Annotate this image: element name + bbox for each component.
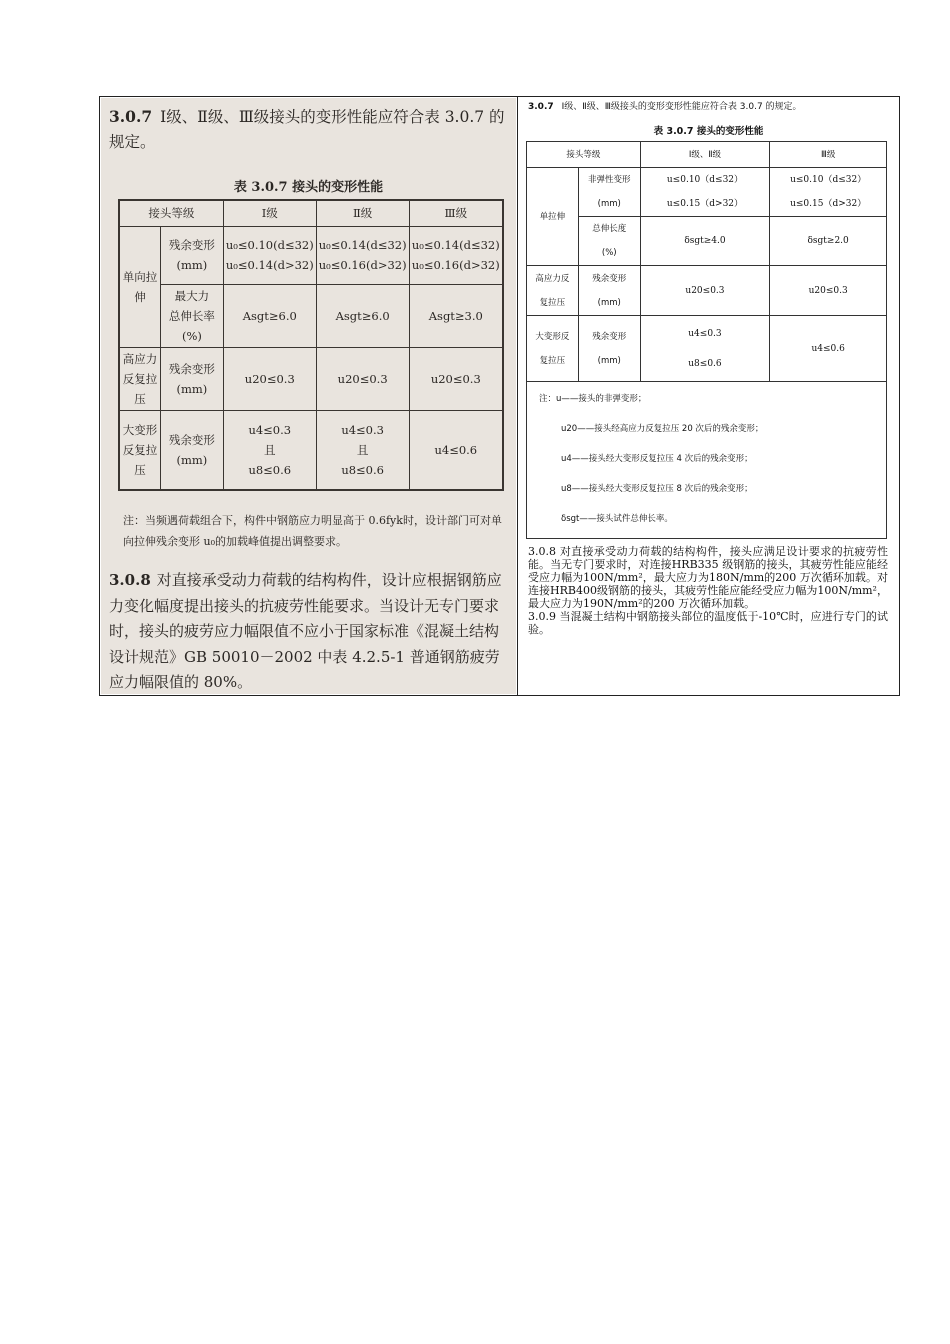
scan-row-uniaxial: 单向拉伸 [119, 226, 160, 347]
row-uniaxial: 单拉伸 [527, 168, 579, 266]
scan-table-note: 注：当频遇荷载组合下，构件中钢筋应力明显高于 0.6fyk时，设计部门可对单向拉伸残余变形 u₀的加载峰值提出调整要求。 [123, 514, 502, 548]
clause-307-number: 3.0.7 [528, 102, 554, 112]
row-large-deformation: 大变形反 复拉压 [527, 316, 579, 382]
table-caption: 表 3.0.7 接头的变形性能 [653, 126, 764, 137]
scan-residual-label: 残余变形 (mm) [160, 226, 223, 284]
high-stress-label: 残余变形 (mm) [578, 266, 640, 316]
scan-cell-g2-high-stress: u20≤0.3 [316, 347, 409, 410]
clause-307 [528, 99, 802, 112]
clause-307-text: Ⅰ级、Ⅱ级、Ⅲ级接头的变形变形性能应符合表 3.0.7 的规定。 [561, 102, 802, 112]
elongation-label: 总伸长度 (%) [578, 217, 640, 266]
scan-cell-g1-high-stress: u20≤0.3 [223, 347, 316, 410]
cell-g3-elongation: δsgt≥2.0 [770, 217, 887, 266]
note-line-4: u8——接头经大变形反复拉压 8 次后的残余变形； [561, 484, 753, 494]
clauses-308-309 [528, 545, 888, 636]
scan-cell-g1-residual: u₀≤0.10(d≤32) u₀≤0.14(d>32) [223, 226, 316, 284]
scan-row-high-stress: 高应力 反复拉压 [119, 347, 160, 410]
clause-309: 3.0.9 当混凝土结构中钢筋接头部位的温度低于-10℃时，应进行专门的试验。 [528, 610, 888, 636]
cell-g3-large-deformation: u4≤0.6 [770, 316, 887, 382]
scan-clause-307 [109, 104, 509, 155]
note-line-2: u20——接头经高应力反复拉压 20 次后的残余变形； [561, 424, 764, 434]
scan-cell-g3-large-deformation: u4≤0.6 [409, 410, 503, 490]
scan-large-deformation-label: 残余变形 (mm) [160, 410, 223, 490]
scan-clause-307-text: Ⅰ级、Ⅱ级、Ⅲ级接头的变形性能应符合表 3.0.7 的规定。 [109, 108, 505, 151]
scan-header-grade: 接头等级 [119, 200, 223, 226]
scan-deformation-table [118, 199, 504, 491]
scan-cell-g1-large-deformation: u4≤0.3 且 u8≤0.6 [223, 410, 316, 490]
scan-table-caption: 表 3.0.7 接头的变形性能 [233, 180, 384, 195]
deformation-table [526, 141, 887, 539]
scan-clause-307-number: 3.0.7 [109, 107, 153, 126]
note-line-1: 注：u——接头的非弹变形； [539, 394, 647, 404]
note-line-5: δsgt——接头试件总伸长率。 [561, 514, 673, 524]
large-deformation-label: 残余变形 (mm) [578, 316, 640, 382]
header-grade-1-2: Ⅰ级、Ⅱ级 [640, 142, 770, 168]
note-line-3: u4——接头经大变形反复拉压 4 次后的残余变形； [561, 454, 753, 464]
scan-cell-g3-residual: u₀≤0.14(d≤32) u₀≤0.16(d>32) [409, 226, 503, 284]
cell-g12-high-stress: u20≤0.3 [640, 266, 770, 316]
scan-cell-g2-elongation: Asgt≥6.0 [316, 284, 409, 347]
scan-cell-g2-large-deformation: u4≤0.3 且 u8≤0.6 [316, 410, 409, 490]
table-note [527, 382, 887, 539]
cell-g12-elongation: δsgt≥4.0 [640, 217, 770, 266]
row-high-stress: 高应力反 复拉压 [527, 266, 579, 316]
scan-header-grade-1: Ⅰ级 [223, 200, 316, 226]
scan-header-grade-2: Ⅱ级 [316, 200, 409, 226]
transcribed-page [518, 97, 899, 695]
scan-cell-g3-elongation: Asgt≥3.0 [409, 284, 503, 347]
cell-g12-large-deformation: u4≤0.3 u8≤0.6 [640, 316, 770, 382]
scan-high-stress-label: 残余变形 (mm) [160, 347, 223, 410]
scan-clause-308-text: 对直接承受动力荷载的结构构件，设计应根据钢筋应力变化幅度提出接头的抗疲劳性能要求。当设计无专门要求时，接头的疲劳应力幅限值不应小于国家标准《混凝土结构设计规范》GB 50010－2002 中表 4.2.5-1 普通钢筋疲劳应力幅限值的 80%。 [109, 571, 502, 691]
scan-header-grade-3: Ⅲ级 [409, 200, 503, 226]
cell-g12-inelastic: u≤0.10（d≤32） u≤0.15（d>32） [640, 168, 770, 217]
clause-308: 3.0.8 对直接承受动力荷载的结构构件，接头应满足设计要求的抗疲劳性能。当无专门要求时，对连接HRB335 级钢筋的接头，其疲劳性能应能经受应力幅为100N/mm²，最大应力为180N/mm的200 万次循环加载。对连接HRB400级钢筋的接头，其疲劳性能应能经受应力幅为100N/mm²，最大应力为190N/mm²的200 万次循环加载。 [528, 545, 888, 610]
comparison-frame [99, 96, 900, 696]
cell-g3-high-stress: u20≤0.3 [770, 266, 887, 316]
inelastic-label: 非弹性变形 (mm) [578, 168, 640, 217]
scan-cell-g3-high-stress: u20≤0.3 [409, 347, 503, 410]
cell-g3-inelastic: u≤0.10（d≤32） u≤0.15（d>32） [770, 168, 887, 217]
scanned-page [101, 98, 516, 694]
scan-cell-g1-elongation: Asgt≥6.0 [223, 284, 316, 347]
header-grade: 接头等级 [527, 142, 641, 168]
scan-clause-308-number: 3.0.8 [109, 571, 151, 589]
scan-clause-308 [109, 568, 509, 694]
header-grade-3: Ⅲ级 [770, 142, 887, 168]
scan-cell-g2-residual: u₀≤0.14(d≤32) u₀≤0.16(d>32) [316, 226, 409, 284]
scan-row-large-deformation: 大变形 反复拉压 [119, 410, 160, 490]
scan-elongation-label: 最大力 总伸长率(%) [160, 284, 223, 347]
